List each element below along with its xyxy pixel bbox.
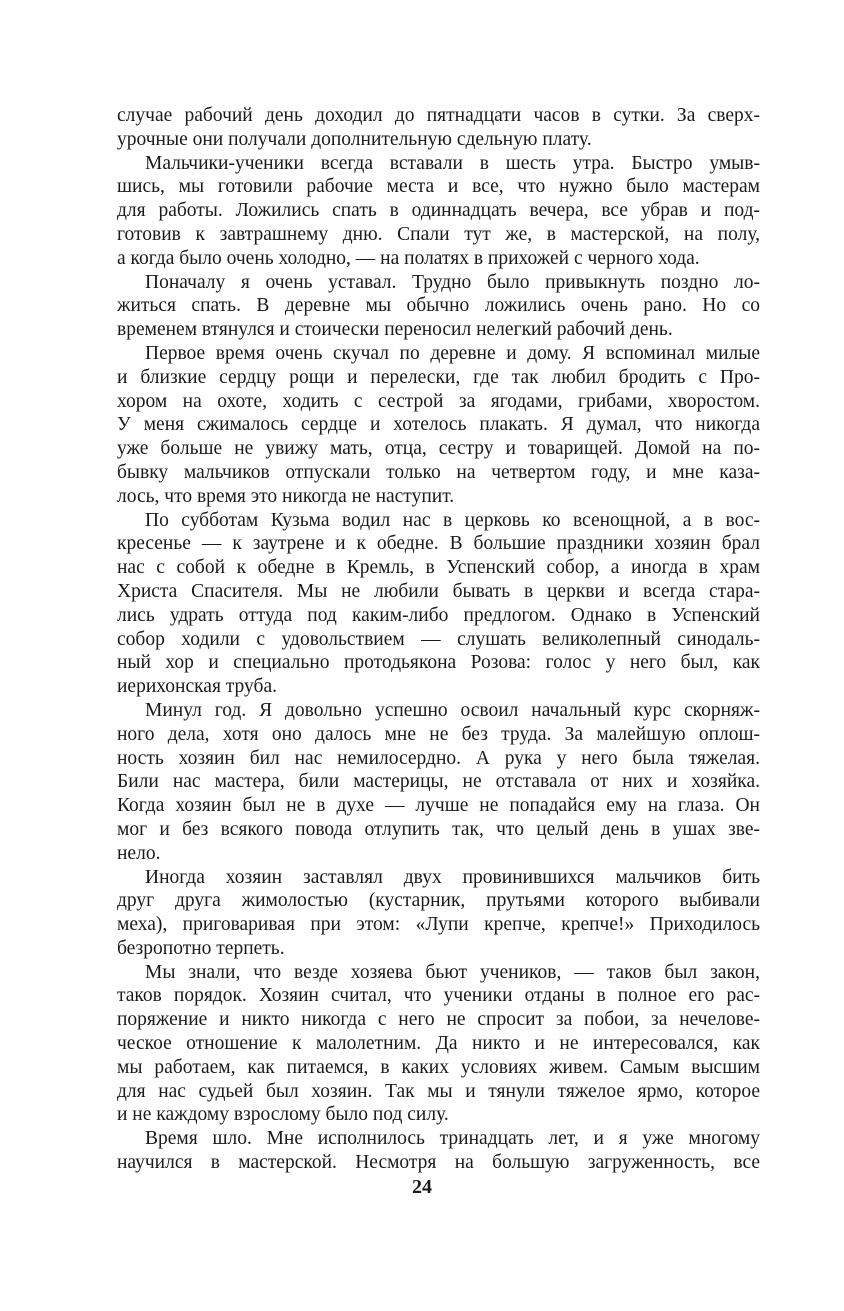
text-line: для нас судьей был хозяин. Так мы и тянули тяжелое ярмо, которое bbox=[117, 1080, 760, 1102]
paragraph bbox=[117, 699, 760, 866]
text-line: нас с собой к обедне в Кремль, в Успенский собор, а иногда в храм bbox=[117, 557, 760, 579]
text-line: Иногда хозяин заставлял двух провинившихся мальчиков бить bbox=[145, 866, 760, 888]
paragraph bbox=[117, 104, 760, 152]
text-line: и не каждому взрослому было под силу. bbox=[117, 1104, 449, 1126]
text-line: житься спать. В деревне мы обычно ложились очень рано. Но со bbox=[117, 295, 760, 317]
text-line: Первое время очень скучал по деревне и дому. Я вспоминал милые bbox=[145, 342, 760, 364]
text-line: бывку мальчиков отпускали только на четвертом году, и мне каза- bbox=[117, 461, 760, 483]
text-line: ность хозяин бил нас немилосердно. А рука у него была тяжелая. bbox=[117, 747, 760, 769]
text-line: кресенье — к заутрене и к обедне. В большие праздники хозяин брал bbox=[117, 533, 760, 555]
text-line: У меня сжималось сердце и хотелось плакать. Я думал, что никогда bbox=[117, 414, 760, 436]
text-line: поряжение и никто никогда с него не спросит за побои, за нечелове- bbox=[117, 1009, 760, 1031]
text-line: хором на охоте, ходить с сестрой за ягодами, грибами, хворостом. bbox=[117, 390, 760, 412]
page-body-text bbox=[117, 104, 760, 1175]
text-line: По субботам Кузьма водил нас в церковь ко всенощной, а в вос- bbox=[145, 509, 760, 531]
paragraph bbox=[117, 271, 760, 342]
text-line: шись, мы готовили рабочие места и все, что нужно было мастерам bbox=[117, 176, 760, 198]
text-line: ческое отношение к малолетним. Да никто и не интересовался, как bbox=[117, 1033, 760, 1055]
text-line: Время шло. Мне исполнилось тринадцать лет, и я уже многому bbox=[145, 1128, 760, 1150]
text-line: Когда хозяин был не в духе — лучше не попадайся ему на глаза. Он bbox=[117, 795, 760, 817]
text-line: таков порядок. Хозяин считал, что ученики отданы в полное его рас- bbox=[117, 985, 760, 1007]
text-line: случае рабочий день доходил до пятнадцати часов в сутки. За сверх- bbox=[117, 105, 760, 126]
text-line: а когда было очень холодно, — на полатях в прихожей с черного хода. bbox=[117, 247, 700, 269]
paragraph bbox=[117, 152, 760, 271]
paragraph bbox=[117, 961, 760, 1128]
text-line: мог и без всякого повода отлупить так, что целый день в ушах зве- bbox=[117, 818, 760, 840]
text-line: и близкие сердцу рощи и перелески, где так любил бродить с Про- bbox=[117, 366, 760, 388]
text-line: готовив к завтрашнему дню. Спали тут же, в мастерской, на полу, bbox=[117, 223, 760, 245]
text-line: иерихонская труба. bbox=[117, 676, 277, 698]
text-line: Мальчики-ученики всегда вставали в шесть утра. Быстро умыв- bbox=[145, 152, 760, 174]
text-line: временем втянулся и стоически переносил нелегкий рабочий день. bbox=[117, 319, 673, 341]
text-line: лось, что время это никогда не наступит. bbox=[117, 485, 455, 507]
paragraph bbox=[117, 1127, 760, 1175]
text-line: собор ходили с удовольствием — слушать великолепный синодаль- bbox=[117, 628, 760, 650]
text-line: друг друга жимолостью (кустарник, прутьями которого выбивали bbox=[117, 890, 760, 912]
text-line: Мы знали, что везде хозяева бьют учеников, — таков был закон, bbox=[145, 961, 760, 983]
page-number: 24 bbox=[412, 1176, 432, 1198]
text-line: лись удрать оттуда под каким-либо предлогом. Однако в Успенский bbox=[117, 604, 760, 626]
text-line: Христа Спасителя. Мы не любили бывать в церкви и всегда стара- bbox=[117, 580, 760, 602]
text-line: нело. bbox=[117, 842, 161, 864]
text-line: урочные они получали дополнительную сдельную плату. bbox=[117, 128, 592, 150]
text-line: мы работаем, как питаемся, в каких условиях живем. Самым высшим bbox=[117, 1056, 760, 1078]
text-line: уже больше не увижу мать, отца, сестру и товарищей. Домой на по- bbox=[117, 438, 760, 460]
text-line: Поначалу я очень уставал. Трудно было привыкнуть поздно ло- bbox=[145, 271, 760, 293]
text-line: Били нас мастера, били мастерицы, не отставала от них и хозяйка. bbox=[117, 771, 760, 793]
text-line: научился в мастерской. Несмотря на большую загруженность, все bbox=[117, 1152, 760, 1174]
text-line: ного дела, хотя оно далось мне не без труда. За малейшую оплош- bbox=[117, 723, 760, 745]
text-line: Минул год. Я довольно успешно освоил начальный курс скорняж- bbox=[145, 699, 760, 721]
paragraph bbox=[117, 342, 760, 509]
paragraph bbox=[117, 509, 760, 699]
text-line: для работы. Ложились спать в одиннадцать вечера, все убрав и под- bbox=[117, 200, 760, 222]
text-line: безропотно терпеть. bbox=[117, 937, 285, 959]
text-line: ный хор и специально протодьякона Розова: голос у него был, как bbox=[117, 652, 760, 674]
paragraph bbox=[117, 866, 760, 961]
text-line: меха), приговаривая при этом: «Лупи крепче, крепче!» Приходилось bbox=[117, 914, 760, 936]
